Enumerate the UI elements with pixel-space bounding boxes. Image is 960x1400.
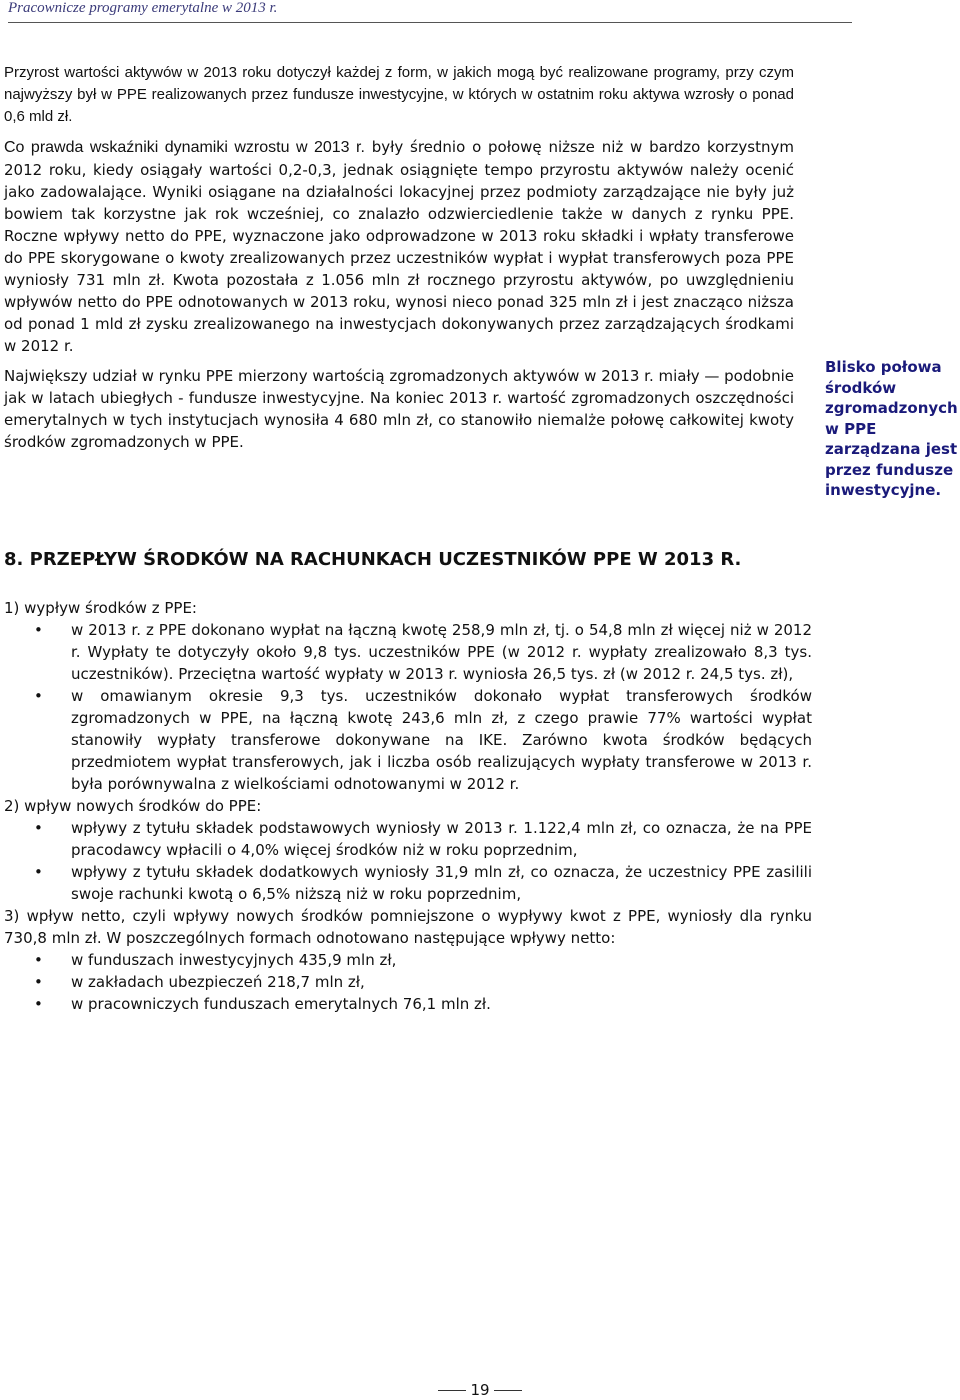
bullet-icon: • (34, 819, 43, 837)
page-header (8, 0, 852, 23)
main-text (4, 62, 794, 453)
margin-note: Blisko połowa środków zgromadzonych w PPE zarządzana jest przez fundusze inwestycyjne. (825, 358, 958, 499)
list-item: • w 2013 r. z PPE dokonano wypłat na łączną kwotę 258,9 mln zł, tj. o 54,8 mln zł więcej niż w 2012 r. Wypłaty te dotyczyły około 9,8 tys. uczestników PPE (w 2012 r. wypłaty zrealizowało 8,3 tys. uczestników). Przeciętna wartość wypłaty w 2013 r. wyniosła 26,5 tys. zł (w 2012 r. 24,5 tys. zł), (34, 621, 812, 683)
list-heading-outflow: 1) wypływ środków z PPE: (4, 599, 197, 617)
list-item: • w funduszach inwestycyjnych 435,9 mln zł, (34, 951, 397, 969)
list-item: • w omawianym okresie 9,3 tys. uczestników dokonało wypłat transferowych środków zgromadzonych w PPE, na łączną kwotę 243,6 mln zł, z czego prawie 77% wartości wypłat stanowiły wypłaty transferowe dokonywane na IKE. Zarówno kwota środków będących przedmiotem wypłat transferowych, jak i liczba osób realizujących wypłaty transferowe w 2013 r. była porównywalna z wielkościami odnotowanymi w 2012 r. (34, 687, 812, 793)
list-heading-inflow: 2) wpływ nowych środków do PPE: (4, 797, 262, 815)
bullet-icon: • (34, 973, 43, 991)
bullet-icon: • (34, 951, 43, 969)
footer-dash-left (438, 1390, 466, 1391)
paragraph-market-share: Największy udział w rynku PPE mierzony wartością zgromadzonych aktywów w 2013 r. miały — podobnie jak w latach ubiegłych - fundusze inwestycyjne. Na koniec 2013 r. wartość zgromadzonych oszczędności emerytalnych w tych instytucjach wynosiła 4 680 mln zł, co stanowiło niemalże połowę całkowitej kwoty środków zgromadzonych w PPE. (4, 367, 794, 451)
net-items (4, 949, 812, 1015)
list-item: • wpływy z tytułu składek podstawowych wyniosły w 2013 r. 1.122,4 mln zł, co oznacza, że na PPE pracodawcy wpłacili o 4,0% więcej środków niż w roku poprzednim, (34, 819, 812, 859)
running-title: Pracownicze programy emerytalne w 2013 r. (8, 0, 278, 16)
bullet-icon: • (34, 863, 43, 881)
bullet-icon: • (34, 995, 43, 1013)
list-item: • w zakładach ubezpieczeń 218,7 mln zł, (34, 973, 365, 991)
page-footer (0, 1381, 960, 1399)
bullet-icon: • (34, 687, 43, 705)
inflow-items (4, 817, 812, 905)
outflow-items (4, 619, 812, 795)
bullet-icon: • (34, 621, 43, 639)
paragraph-dynamics (4, 136, 794, 357)
flows-list (4, 597, 812, 1015)
section-heading: 8. PRZEPŁYW ŚRODKÓW NA RACHUNKACH UCZESTNIKÓW PPE W 2013 R. (4, 549, 742, 570)
paragraph-assets-growth: Przyrost wartości aktywów w 2013 roku dotyczył każdej z form, w jakich mogą być realizowane programy, przy czym najwyższy był w PPE realizowanych przez fundusze inwestycyjne, w których w ostatnim roku aktywa wzrosły o ponad 0,6 mld zł. (4, 64, 794, 125)
paragraph-dynamics-lead: Co prawda wskaźniki dynamiki wzrostu w 2013 r. (4, 139, 365, 156)
list-item: • w pracowniczych funduszach emerytalnych 76,1 mln zł. (34, 995, 491, 1013)
page-number: 19 (470, 1381, 490, 1399)
list-item: • wpływy z tytułu składek dodatkowych wyniosły 31,9 mln zł, co oznacza, że uczestnicy PPE zasilili swoje rachunki kwotą o 6,5% niższą niż w roku poprzednim, (34, 863, 812, 903)
footer-dash-right (494, 1390, 522, 1391)
list-heading-net: 3) wpływ netto, czyli wpływy nowych środków pomniejszone o wypływy kwot z PPE, wyniosły dla rynku 730,8 mln zł. W poszczególnych formach odnotowano następujące wpływy netto: (4, 907, 812, 947)
paragraph-dynamics-body: były średnio o połowę niższe niż w bardzo korzystnym 2012 roku, kiedy osiągały wartości 0,2-0,3, jednak osiągnięte tempo przyrostu aktywów należy ocenić jako zadowalające. Wyniki osiągane na działalności lokacyjnej przez podmioty zarządzające nie były już bowiem tak korzystne jak rok wcześniej, co znalazło odzwierciedlenie także w danych z rynku PPE. Roczne wpływy netto do PPE, wyznaczone jako odprowadzone w 2013 roku składki i wpłaty transferowe do PPE skorygowane o kwoty zrealizowanych przez uczestników wypłat i wypłat transferowych poza PPE wyniosły 731 mln zł. Kwota pozostała z 1.056 mln zł rocznego przyrostu aktywów, po uwzględnieniu wpływów netto do PPE odnotowanych w 2013 roku, wynosi nieco ponad 325 mln zł i jest znacząco niższa od ponad 1 mld zł zysku zrealizowanego na inwestycjach dokonywanych przez zarządzających środkami w 2012 r. (4, 138, 794, 355)
